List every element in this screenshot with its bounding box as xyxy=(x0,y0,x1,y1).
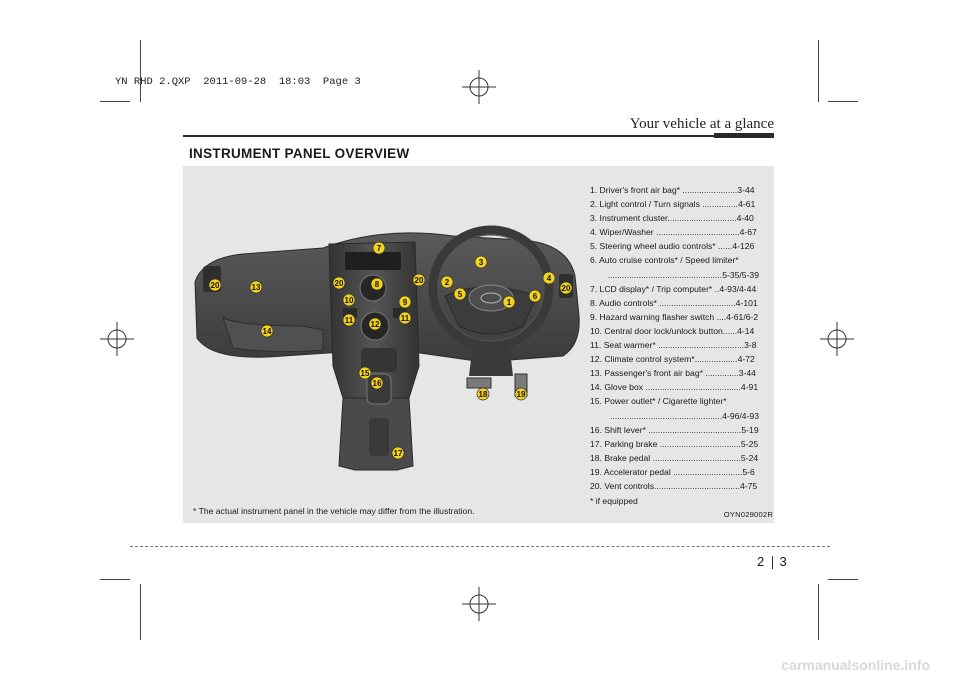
svg-text:9: 9 xyxy=(402,298,408,307)
svg-text:20: 20 xyxy=(210,281,220,290)
callout-15 xyxy=(359,367,371,379)
svg-text:11: 11 xyxy=(400,314,410,323)
crop-mark xyxy=(140,40,141,102)
svg-text:3: 3 xyxy=(478,258,484,267)
figure-code: OYN029002R xyxy=(723,510,773,519)
legend-item: 6. Auto cruise controls* / Speed limiter* ................................................5-35/5-39 xyxy=(590,255,759,280)
crop-mark xyxy=(100,579,130,580)
crop-mark xyxy=(818,40,819,102)
component-legend xyxy=(590,183,768,508)
crop-mark xyxy=(140,584,141,640)
crop-mark xyxy=(828,101,858,102)
watermark: carmanualsonline.info xyxy=(781,657,930,673)
legend-item: 9. Hazard warning flasher switch ....4-61/6-2 xyxy=(590,311,759,322)
svg-text:16: 16 xyxy=(372,379,382,388)
callout-20-b xyxy=(333,277,345,289)
callout-7 xyxy=(373,242,385,254)
registration-mark-icon xyxy=(462,587,496,621)
callout-2 xyxy=(441,276,453,288)
page-in-chapter: 3 xyxy=(779,554,787,569)
callout-3 xyxy=(475,256,487,268)
header-rule xyxy=(183,135,774,137)
legend-footnote: * if equipped xyxy=(590,496,638,507)
legend-item: 3. Instrument cluster.............................4-40 xyxy=(590,213,754,224)
callout-20-a xyxy=(209,279,221,291)
legend-item: 11. Seat warmer* ....................................3-8 xyxy=(590,340,757,351)
svg-text:13: 13 xyxy=(251,283,261,292)
brake-pedal xyxy=(467,378,491,388)
svg-text:6: 6 xyxy=(532,292,538,301)
svg-text:4: 4 xyxy=(546,274,552,283)
chapter-number: 2 xyxy=(757,554,765,569)
callout-13 xyxy=(250,281,262,293)
crop-mark xyxy=(100,101,130,102)
legend-item: 8. Audio controls* ................................4-101 xyxy=(590,297,758,308)
svg-text:15: 15 xyxy=(360,369,370,378)
callout-10 xyxy=(343,294,355,306)
callout-16 xyxy=(371,377,383,389)
illustration-note: * The actual instrument panel in the vehicle may differ from the illustration. xyxy=(193,506,475,516)
svg-text:5: 5 xyxy=(457,290,463,299)
svg-text:8: 8 xyxy=(374,280,380,289)
legend-item: 2. Light control / Turn signals ...............4-61 xyxy=(590,199,756,210)
callout-17 xyxy=(392,447,404,459)
legend-item: 18. Brake pedal .....................................5-24 xyxy=(590,452,759,463)
callout-20-c xyxy=(413,274,425,286)
legend-item: 1. Driver's front air bag* .......................3-44 xyxy=(590,185,755,195)
print-slug: YN RHD 2.QXP 2011-09-28 18:03 Page 3 xyxy=(115,76,361,88)
legend-item: 7. LCD display* / Trip computer* ..4-93/4-44 xyxy=(590,283,757,294)
registration-mark-icon xyxy=(820,322,854,356)
header-rule-accent xyxy=(714,133,774,138)
svg-text:20: 20 xyxy=(561,284,571,293)
legend-item: 19. Accelerator pedal .............................5-6 xyxy=(590,466,755,477)
svg-text:2: 2 xyxy=(444,278,450,287)
callout-14 xyxy=(261,325,273,337)
legend-item: 10. Central door lock/unlock button......4-14 xyxy=(590,325,755,336)
svg-text:18: 18 xyxy=(478,390,488,399)
section-title: INSTRUMENT PANEL OVERVIEW xyxy=(189,146,410,161)
legend-item: 20. Vent controls....................................4-75 xyxy=(590,480,758,491)
svg-text:7: 7 xyxy=(376,244,382,253)
callout-5 xyxy=(454,288,466,300)
callout-1 xyxy=(503,296,515,308)
legend-item: 5. Steering wheel audio controls* ......4-126 xyxy=(590,241,755,252)
legend-item: 12. Climate control system*..................4-72 xyxy=(590,354,755,365)
svg-text:20: 20 xyxy=(334,279,344,288)
legend-item: 16. Shift lever* .......................................5-19 xyxy=(590,424,759,435)
callout-8 xyxy=(371,278,383,290)
callout-18 xyxy=(477,388,489,400)
svg-text:11: 11 xyxy=(344,316,354,325)
svg-text:12: 12 xyxy=(370,320,380,329)
legend-item: 15. Power outlet* / Cigarette lighter* ...............................................4-96/4-93 xyxy=(590,396,759,421)
callout-20-d xyxy=(560,282,572,294)
callout-11-right xyxy=(399,312,411,324)
crop-mark xyxy=(818,584,819,640)
registration-mark-icon xyxy=(100,322,134,356)
callout-9 xyxy=(399,296,411,308)
callout-4 xyxy=(543,272,555,284)
svg-text:14: 14 xyxy=(262,327,272,336)
callout-11-left xyxy=(343,314,355,326)
page-footer-rule xyxy=(130,546,830,547)
chapter-header-title: Your vehicle at a glance xyxy=(629,116,774,132)
instrument-panel-illustration xyxy=(183,166,583,506)
svg-text:20: 20 xyxy=(414,276,424,285)
svg-text:19: 19 xyxy=(516,390,526,399)
page-number-separator xyxy=(772,556,773,569)
registration-mark-icon xyxy=(462,70,496,104)
callout-12 xyxy=(369,318,381,330)
legend-item: 14. Glove box ........................................4-91 xyxy=(590,382,759,393)
svg-text:1: 1 xyxy=(506,298,512,307)
legend-item: 13. Passenger's front air bag* ..............3-44 xyxy=(590,368,756,379)
svg-text:10: 10 xyxy=(344,296,354,305)
svg-text:17: 17 xyxy=(393,449,403,458)
legend-item: 4. Wiper/Washer ...................................4-67 xyxy=(590,227,757,238)
callout-19 xyxy=(515,388,527,400)
callout-6 xyxy=(529,290,541,302)
legend-item: 17. Parking brake ..................................5-25 xyxy=(590,438,759,449)
crop-mark xyxy=(828,579,858,580)
